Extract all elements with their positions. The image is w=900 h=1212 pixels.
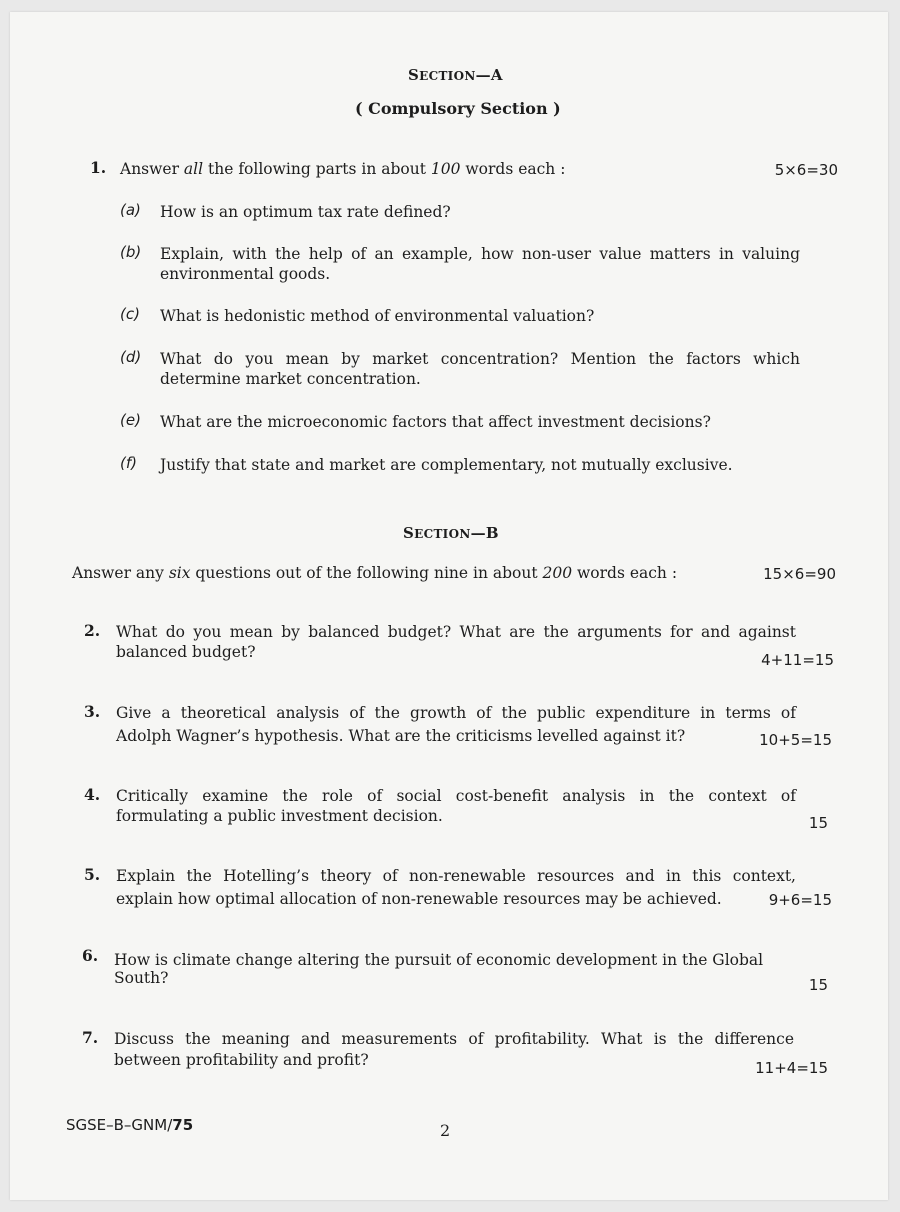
section-b-instruction — [72, 562, 677, 584]
q1-part-a-text: How is an optimum tax rate defined? — [160, 203, 451, 221]
q1-part-d-line-1: What do you mean by market concentration? Mention the factors which — [160, 350, 800, 368]
section-b-instr-after: words each : — [572, 564, 678, 582]
q1-text-after: words each : — [460, 160, 566, 178]
compulsory-section-label: ( Compulsory Section ) — [355, 99, 561, 118]
question-3-line-1: Give a theoretical analysis of the growth of the public expenditure in terms of — [116, 704, 796, 722]
question-1-number: 1. — [90, 158, 107, 177]
section-b-heading-suffix: —B — [470, 524, 499, 542]
q1-part-f-text: Justify that state and market are complementary, not mutually exclusive. — [160, 456, 733, 474]
question-4-marks: 15 — [808, 814, 828, 832]
question-2-line-2: balanced budget? — [116, 643, 256, 661]
question-4-line-1: Critically examine the role of social cost-benefit analysis in the context of — [116, 787, 796, 805]
question-5-line-2: explain how optimal allocation of non-renewable resources may be achieved. — [116, 890, 722, 908]
q1-part-a-label: (a) — [120, 201, 141, 219]
paper-code — [66, 1116, 193, 1134]
section-b-instr-200: 200 — [542, 564, 573, 582]
q1-part-d-label: (d) — [120, 348, 142, 366]
section-b-heading — [403, 524, 499, 542]
question-3-marks: 10+5=15 — [759, 731, 832, 749]
question-6-marks: 15 — [808, 976, 828, 994]
section-b-instr-six: six — [168, 564, 191, 582]
question-6-line-2: South? — [114, 969, 169, 987]
section-b-instr-before: Answer any — [72, 564, 169, 582]
q1-part-b-label: (b) — [120, 243, 142, 261]
q1-text-100: 100 — [430, 160, 461, 178]
question-5-marks: 9+6=15 — [768, 891, 832, 909]
exam-page — [10, 12, 888, 1200]
question-3-number: 3. — [84, 702, 101, 721]
section-a-heading-initial: S — [408, 66, 420, 84]
section-b-heading-rest: ECTION — [414, 527, 471, 541]
q1-part-b-line-1: Explain, with the help of an example, how non-user value matters in valuing — [160, 245, 800, 263]
q1-text-before: Answer — [120, 160, 184, 178]
q1-text-middle: the following parts in about — [203, 160, 431, 178]
question-7-line-2: between profitability and profit? — [114, 1051, 369, 1069]
question-1-marks: 5×6=30 — [774, 161, 838, 179]
q1-part-d-line-2: determine market concentration. — [160, 370, 421, 388]
section-a-heading-suffix: —A — [475, 66, 503, 84]
question-7-line-1: Discuss the meaning and measurements of profitability. What is the difference — [114, 1030, 794, 1048]
question-2-marks: 4+11=15 — [761, 651, 834, 669]
q1-text-all: all — [183, 160, 204, 178]
section-b-instr-middle: questions out of the following nine in about — [190, 564, 543, 582]
paper-code-number: 75 — [172, 1116, 194, 1134]
question-2-line-1: What do you mean by balanced budget? What are the arguments for and against — [116, 623, 796, 641]
question-7-marks: 11+4=15 — [755, 1059, 828, 1077]
question-1-instruction — [120, 158, 565, 180]
q1-part-c-label: (c) — [120, 305, 140, 323]
q1-part-e-text: What are the microeconomic factors that affect investment decisions? — [160, 413, 711, 431]
question-3-line-2: Adolph Wagner’s hypothesis. What are the criticisms levelled against it? — [116, 727, 686, 745]
question-5-line-1: Explain the Hotelling’s theory of non-renewable resources and in this context, — [116, 867, 796, 885]
paper-code-prefix: SGSE–B–GNM/ — [66, 1116, 173, 1134]
section-b-marks: 15×6=90 — [763, 565, 836, 583]
question-4-number: 4. — [84, 785, 101, 804]
section-b-heading-initial: S — [403, 524, 415, 542]
q1-part-c-text: What is hedonistic method of environmental valuation? — [160, 307, 595, 325]
section-a-heading — [408, 66, 503, 84]
question-5-number: 5. — [84, 865, 101, 884]
question-4-line-2: formulating a public investment decision. — [116, 807, 443, 825]
question-6-line-1: How is climate change altering the pursuit of economic development in the Global — [114, 951, 764, 969]
q1-part-f-label: (f) — [120, 454, 137, 472]
question-2-number: 2. — [84, 621, 101, 640]
q1-part-b-line-2: environmental goods. — [160, 265, 331, 283]
section-a-heading-rest: ECTION — [419, 69, 476, 83]
question-6-number: 6. — [82, 946, 99, 965]
question-7-number: 7. — [82, 1028, 99, 1047]
q1-part-e-label: (e) — [120, 411, 141, 429]
page-number: 2 — [440, 1121, 451, 1140]
